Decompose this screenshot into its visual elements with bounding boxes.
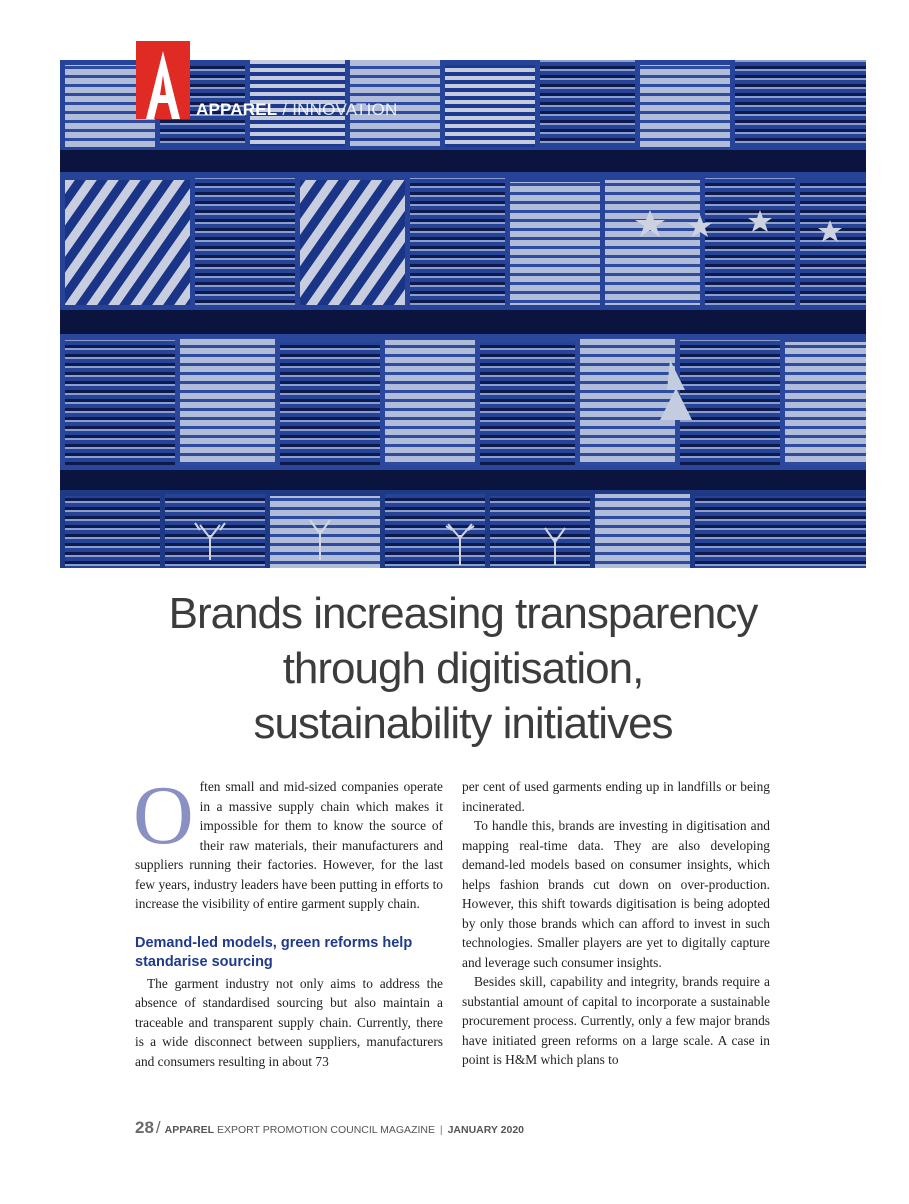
- page-number: 28: [135, 1118, 154, 1137]
- intro-text: ften small and mid-sized companies operate in a massive supply chain which makes it impossible for them to know the source of their raw materials, their manufacturers and suppliers running their factories. However, for the last few years, industry leaders have been putting in efforts to increase the visibility of entire garment supply chain.: [135, 779, 443, 911]
- section-label: [196, 100, 397, 120]
- intro-paragraph: [133, 769, 443, 914]
- footer-issue: JANUARY 2020: [447, 1124, 525, 1136]
- subheading: Demand-led models, green reforms help standarise sourcing: [135, 934, 413, 970]
- footer-slash: /: [155, 1118, 161, 1137]
- body-paragraph: Besides skill, capability and integrity, brands require a substantial amount of capital to incorporate a sustainable procurement process. Currently, only a few major brands have initiated green reforms on a large scale. A case in point is H&M which plans to: [462, 974, 770, 1067]
- body-paragraph: The garment industry not only aims to address the absence of standardised sourcing but also maintain a traceable and transparent supply chain. Currently, there is a wide disconnect between suppliers, manufacturers and consumers resulting in about 73: [135, 975, 443, 1069]
- section-name: APPAREL: [196, 100, 278, 119]
- page-footer: [135, 1118, 524, 1138]
- body-column-right: [462, 777, 770, 1070]
- magazine-logo: [136, 41, 190, 119]
- hero-photo-tshirt-shelves: [60, 60, 866, 568]
- footer-brand: APPAREL: [164, 1124, 215, 1136]
- headline-line-1: Brands increasing transparency: [168, 589, 758, 638]
- drop-cap: O: [133, 769, 194, 862]
- section-separator: /: [282, 100, 288, 119]
- footer-magazine: EXPORT PROMOTION COUNCIL MAGAZINE: [216, 1124, 435, 1136]
- headline-line-3: sustainability initiatives: [253, 699, 673, 748]
- body-paragraph: per cent of used garments ending up in landfills or being incinerated.: [462, 779, 770, 814]
- headline-line-2: through digitisation,: [282, 644, 644, 693]
- body-column-left: [133, 769, 443, 1071]
- section-category: INNOVATION: [292, 100, 398, 119]
- article-headline: [60, 586, 866, 751]
- footer-separator: |: [439, 1124, 443, 1136]
- body-paragraph: To handle this, brands are investing in digitisation and mapping real-time data. They are also developing demand-led models based on consumer insights, which helps fashion brands cut down on over-production. However, this shift towards digitisation is being adopted by only those brands which can afford to invest in such technologies. Smaller players are yet to digitally capture and leverage such consumer insights.: [462, 818, 770, 970]
